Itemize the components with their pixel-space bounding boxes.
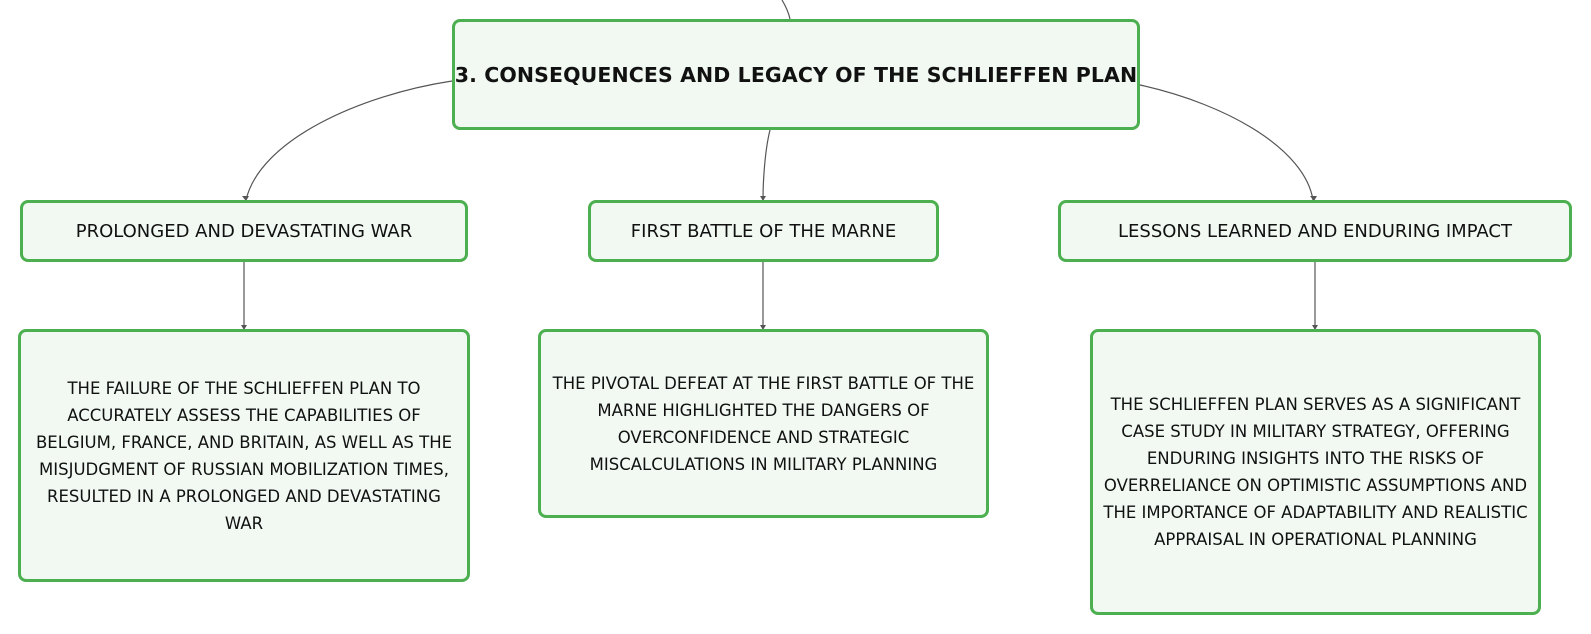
root-node-label: 3. CONSEQUENCES AND LEGACY OF THE SCHLIEFFEN PLAN	[454, 62, 1138, 87]
root-node[interactable]	[452, 19, 1140, 130]
detail-node-text: THE FAILURE OF THE SCHLIEFFEN PLAN TO ACCURATELY ASSESS THE CAPABILITIES OF BELGIUM, FRANCE, AND BRITAIN, AS WELL AS THE MISJUDGMENT OF RUSSIAN MOBILIZATION TIMES, RESULTED IN A PROLONGED AND DEVASTATING WAR	[35, 378, 453, 533]
connector-root-to-branch-2	[1140, 85, 1313, 200]
branch-node-lessons-learned[interactable]	[1058, 200, 1572, 262]
detail-node-text: THE SCHLIEFFEN PLAN SERVES AS A SIGNIFICANT CASE STUDY IN MILITARY STRATEGY, OFFERING ENDURING INSIGHTS INTO THE RISKS OF OVERRELIANCE ON OPTIMISTIC ASSUMPTIONS AND THE IMPORTANCE OF ADAPTABILITY AND REALISTIC APPRAISAL IN OPERATIONAL PLANNING	[1103, 395, 1528, 549]
detail-node-lessons-learned[interactable]	[1090, 329, 1541, 615]
detail-node-text: THE PIVOTAL DEFEAT AT THE FIRST BATTLE OF THE MARNE HIGHLIGHTED THE DANGERS OF OVERCONFIDENCE AND STRATEGIC MISCALCULATIONS IN MILITARY PLANNING	[552, 373, 975, 474]
branch-node-label: PROLONGED AND DEVASTATING WAR	[75, 220, 413, 242]
detail-node-prolonged-war[interactable]	[18, 329, 470, 582]
branch-node-label: LESSONS LEARNED AND ENDURING IMPACT	[1118, 220, 1512, 242]
connector-root-to-branch-0	[246, 81, 452, 200]
detail-node-first-battle-marne[interactable]	[538, 329, 989, 518]
branch-node-prolonged-war[interactable]	[20, 200, 468, 262]
branch-node-label: FIRST BATTLE OF THE MARNE	[630, 220, 897, 242]
connector-incoming-root	[782, 0, 790, 19]
connector-root-to-branch-1	[763, 130, 770, 200]
branch-node-first-battle-marne[interactable]	[588, 200, 939, 262]
